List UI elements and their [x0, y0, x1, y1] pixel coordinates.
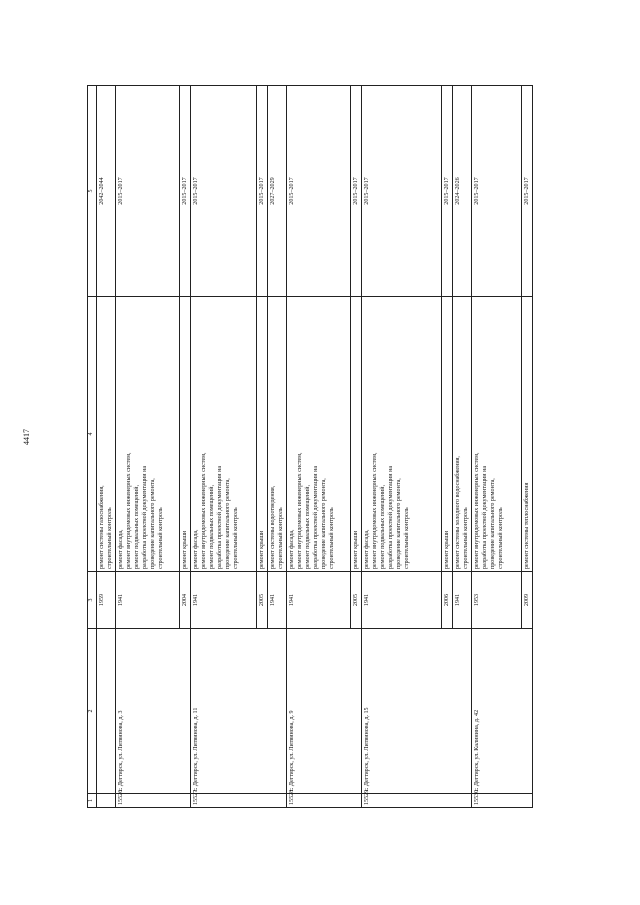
period-cell: 2015–2017 — [191, 86, 257, 297]
address-cell: г. Дегтярск, ул. Литвинова, д. 15 — [362, 629, 472, 794]
header-col-3: 3 — [88, 572, 97, 629]
period-cell: 2015–2017 — [257, 86, 268, 297]
address-cell — [96, 629, 115, 794]
header-col-4: 4 — [88, 297, 97, 572]
year-cell: 2004 — [179, 572, 190, 629]
work-text: ремонт крыши — [181, 530, 188, 569]
year-cell: 1941 — [362, 572, 442, 629]
table-row — [287, 86, 351, 808]
work-text: ремонт крыши — [353, 530, 360, 569]
year-cell: 1953 — [472, 572, 522, 629]
rotated-table-container — [87, 86, 600, 808]
work-cell — [442, 297, 453, 572]
work-text: ремонт крыши — [259, 530, 265, 569]
period-cell: 2015–2017 — [442, 86, 453, 297]
table-row — [96, 86, 115, 808]
work-cell — [351, 297, 362, 572]
work-cell — [472, 297, 522, 572]
row-number — [96, 794, 115, 808]
year-cell: 1959 — [96, 572, 115, 629]
table-row — [115, 86, 179, 808]
work-cell — [191, 297, 257, 572]
year-cell: 1941 — [453, 572, 472, 629]
work-text: ремонт крыши — [444, 530, 451, 569]
work-text: ремонт системы водоотведения, строительный контроль — [270, 485, 285, 569]
header-row — [88, 86, 97, 808]
period-cell: 2015–2017 — [351, 86, 362, 297]
work-cell — [362, 297, 442, 572]
work-cell — [115, 297, 179, 572]
year-cell: 1941 — [191, 572, 257, 629]
row-number: 15530. — [472, 794, 533, 808]
work-cell — [257, 297, 268, 572]
header-col-5: 5 — [88, 86, 97, 297]
period-cell: 2015–2017 — [522, 86, 533, 297]
year-cell: 2005 — [257, 572, 268, 629]
year-cell: 2005 — [351, 572, 362, 629]
header-col-2: 2 — [88, 629, 97, 794]
period-cell: 2042–2044 — [96, 86, 115, 297]
work-text: ремонт фасада, ремонт внутридомовых инженерных систем, ремонт подвальных помещений, разработка проектной документации на проведение капитального ремонта, строительный контроль — [193, 452, 240, 569]
address-cell: г. Дегтярск, ул. Литвинова, д. 9 — [287, 629, 362, 794]
row-number: 15528. — [287, 794, 362, 808]
work-cell — [179, 297, 190, 572]
year-cell: 1941 — [268, 572, 287, 629]
period-cell: 2027–2029 — [268, 86, 287, 297]
table-row — [191, 86, 257, 808]
header-col-1: 1 — [88, 794, 97, 808]
page-number: 4417 — [22, 429, 31, 445]
work-cell — [268, 297, 287, 572]
table-row — [472, 86, 522, 808]
address-cell: г. Дегтярск, ул. Литвинова, д. 11 — [191, 629, 287, 794]
row-number: 15527. — [191, 794, 287, 808]
address-cell: г. Дегтярск, ул. Калинина, д. 42 — [472, 629, 533, 794]
year-cell: 2006 — [442, 572, 453, 629]
year-cell: 1941 — [115, 572, 179, 629]
work-text: ремонт системы теплоснабжения — [524, 482, 531, 569]
address-cell: г. Дегтярск, ул. Литвинова, д. 3 — [115, 629, 190, 794]
work-text: ремонт системы газоснабжения, строительный контроль — [98, 485, 113, 569]
row-number: 15526. — [115, 794, 190, 808]
work-cell — [453, 297, 472, 572]
table-row — [362, 86, 442, 808]
period-cell: 2015–2017 — [472, 86, 522, 297]
work-text: ремонт фасада, ремонт внутридомовых инженерных систем, ремонт подвальных помещений, разработка проектной документации на проведение капитального ремонта, строительный контроль — [289, 452, 336, 569]
work-cell — [96, 297, 115, 572]
work-text: ремонт системы холодного водоснабжения, строительный контроль — [455, 456, 470, 569]
period-cell: 2024–2026 — [453, 86, 472, 297]
row-number: 15529. — [362, 794, 472, 808]
period-cell: 2015–2017 — [287, 86, 351, 297]
period-cell: 2015–2017 — [115, 86, 179, 297]
year-cell: 1941 — [287, 572, 351, 629]
work-text: ремонт внутридомовых инженерных систем, разработка проектной документации на проведение капитального ремонта, строительный контроль — [474, 452, 505, 569]
work-cell — [287, 297, 351, 572]
work-text: ремонт фасада, ремонт внутридомовых инженерных систем, ремонт подвальных помещений, разработка проектной документации на проведение капитального ремонта, строительный контроль — [117, 452, 165, 569]
capital-repair-table — [87, 85, 533, 808]
period-cell: 2015–2017 — [362, 86, 442, 297]
work-text: ремонт фасада, ремонт внутридомовых инженерных систем, ремонт подвальных помещений, разработка проектной документации на проведение капитального ремонта, строительный контроль — [364, 452, 411, 569]
year-cell: 2009 — [522, 572, 533, 629]
work-cell — [522, 297, 533, 572]
period-cell: 2015–2017 — [179, 86, 190, 297]
